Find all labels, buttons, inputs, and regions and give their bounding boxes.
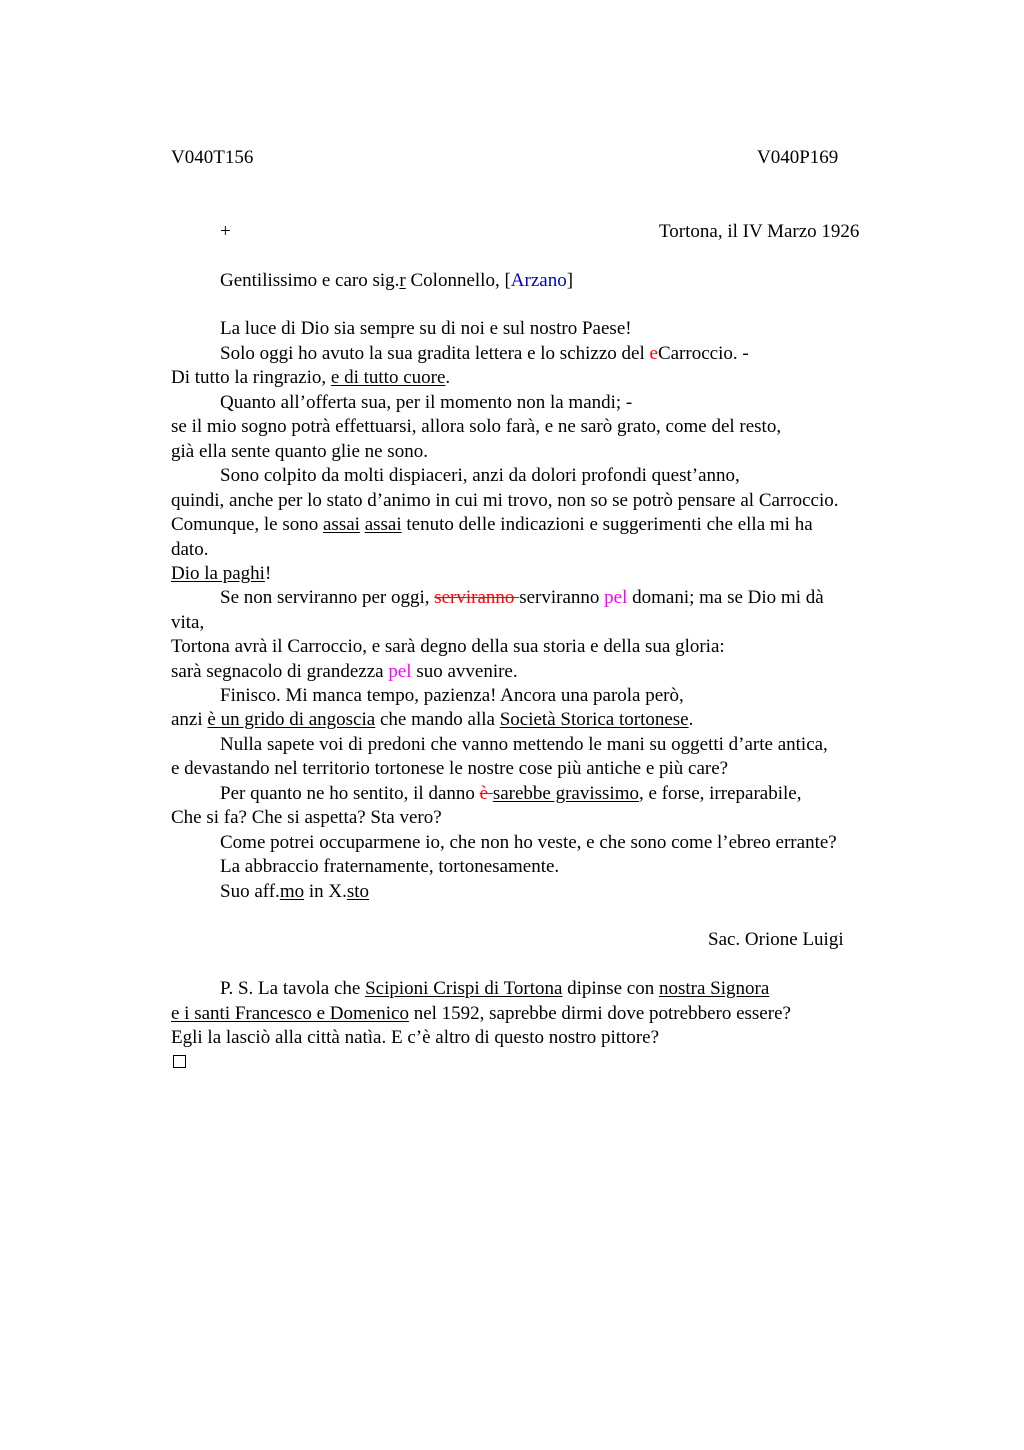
letter-line: Tortona avrà il Carroccio, e sarà degno della sua storia e della sua gloria: [171,636,725,657]
deleted-letter: e [649,343,658,364]
letter-line: Sono colpito da molti dispiaceri, anzi da dolori profondi quest’anno, [220,465,740,486]
letter-line: Se non serviranno per oggi, serviranno serviranno pel domani; ma se Dio mi dà [220,587,824,608]
letter-line: Che si fa? Che si aspetta? Sta vero? [171,807,442,828]
place-date: Tortona, il IV Marzo 1926 [659,221,860,242]
letter-line: se il mio sogno potrà effettuarsi, allora solo farà, e ne sarò grato, come del resto, [171,416,782,437]
cross-symbol: + [220,221,231,242]
letter-line: Comunque, le sono assai assai tenuto delle indicazioni e suggerimenti che ella mi ha [171,514,813,535]
letter-line: Quanto all’offerta sua, per il momento non la mandi; - [220,392,633,413]
letter-line: Solo oggi ho avuto la sua gradita lettera e lo schizzo del eCarroccio. - [220,343,749,364]
page-code-right: V040P169 [757,147,839,168]
letter-line: vita, [171,612,205,633]
end-square-icon [173,1050,186,1074]
editor-note: Arzano [510,270,567,291]
letter-line: già ella sente quanto glie ne sono. [171,441,428,462]
corrected-word: pel [604,587,628,608]
letter-line: sarà segnacolo di grandezza pel suo avvenire. [171,661,518,682]
letter-line: Dio la paghi! [171,563,272,584]
signature: Sac. Orione Luigi [708,929,844,950]
letter-line: Come potrei occuparmene io, che non ho veste, e che sono come l’ebreo errante? [220,832,837,853]
greeting: Gentilissimo e caro sig.r Colonnello, [Arzano] [220,270,574,291]
letter-line: dato. [171,539,209,560]
letter-line: anzi è un grido di angoscia che mando alla Società Storica tortonese. [171,709,694,730]
letter-line: La abbraccio fraternamente, tortonesamente. [220,856,560,877]
letter-line: quindi, anche per lo stato d’animo in cui mi trovo, non so se potrò pensare al Carroccio. [171,490,839,511]
letter-line: Nulla sapete voi di predoni che vanno mettendo le mani su oggetti d’arte antica, [220,734,828,755]
postscript-line: e i santi Francesco e Domenico nel 1592, saprebbe dirmi dove potrebbero essere? [171,1003,791,1024]
struck-text: serviranno [434,587,520,608]
letter-line: Per quanto ne ho sentito, il danno è sarebbe gravissimo, e forse, irreparabile, [220,783,802,804]
closing-line: Suo aff.mo in X.sto [220,881,370,902]
letter-line: Finisco. Mi manca tempo, pazienza! Ancora una parola però, [220,685,684,706]
struck-text: è [479,783,493,804]
postscript-line: P. S. La tavola che Scipioni Crispi di Tortona dipinse con nostra Signora [220,978,770,999]
postscript-line: Egli la lasciò alla città natìa. E c’è altro di questo nostro pittore? [171,1027,660,1048]
corrected-word: pel [388,661,412,682]
document-code-left: V040T156 [171,147,254,168]
letter-line: La luce di Dio sia sempre su di noi e sul nostro Paese! [220,318,632,339]
letter-line: Di tutto la ringrazio, e di tutto cuore. [171,367,451,388]
letter-line: e devastando nel territorio tortonese le nostre cose più antiche e più care? [171,758,729,779]
